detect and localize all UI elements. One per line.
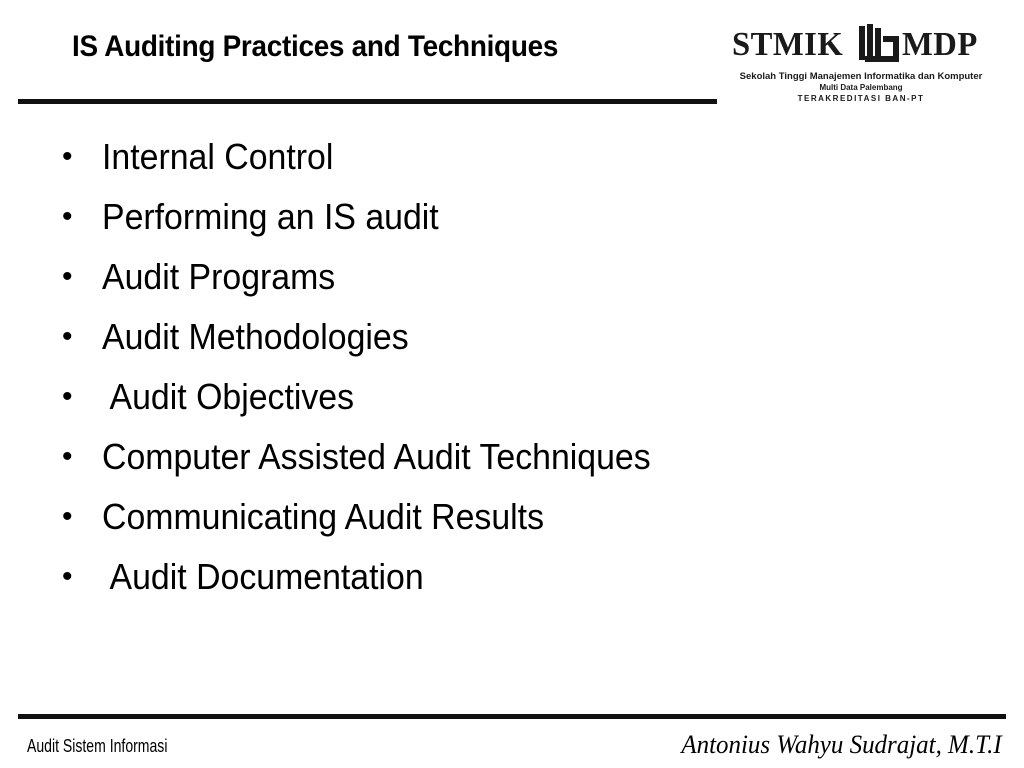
footer-author-name: Antonius Wahyu Sudrajat, M.T.I: [681, 730, 1002, 759]
bullet-dot-icon: •: [62, 320, 73, 353]
institution-logo: [730, 22, 992, 108]
bullet-text: Computer Assisted Audit Techniques: [102, 436, 651, 477]
slide-title: IS Auditing Practices and Techniques: [72, 30, 559, 63]
logo-institution-subname: Multi Data Palembang: [819, 83, 903, 92]
logo-word-right: MDP: [902, 26, 978, 63]
bullet-dot-icon: •: [62, 200, 73, 233]
bullet-dot-icon: •: [62, 380, 73, 413]
stmik-mdp-emblem-icon: [857, 22, 903, 66]
bullet-text: Internal Control: [102, 136, 334, 177]
footer-course-name: Audit Sistem Informasi: [27, 736, 168, 756]
bullet-dot-icon: •: [62, 560, 73, 593]
bullet-dot-icon: •: [62, 440, 73, 473]
bullet-text: Audit Programs: [102, 256, 336, 297]
logo-word-left: STMIK: [732, 26, 844, 63]
bullet-text: Audit Documentation: [102, 556, 424, 597]
bullet-text: Performing an IS audit: [102, 196, 439, 237]
logo-institution-name: Sekolah Tinggi Manajemen Informatika dan Komputer: [739, 71, 983, 82]
bullet-dot-icon: •: [62, 140, 73, 173]
bullet-text: Audit Methodologies: [102, 316, 409, 357]
bullet-text: Audit Objectives: [102, 376, 355, 417]
bullet-text: Communicating Audit Results: [102, 496, 545, 537]
logo-accreditation: TERAKREDITASI BAN-PT: [797, 94, 925, 103]
bullet-dot-icon: •: [62, 500, 73, 533]
footer-divider: [18, 714, 1006, 719]
bullet-dot-icon: •: [62, 260, 73, 293]
logo-wordmark: [730, 22, 992, 68]
title-divider: [18, 99, 717, 104]
